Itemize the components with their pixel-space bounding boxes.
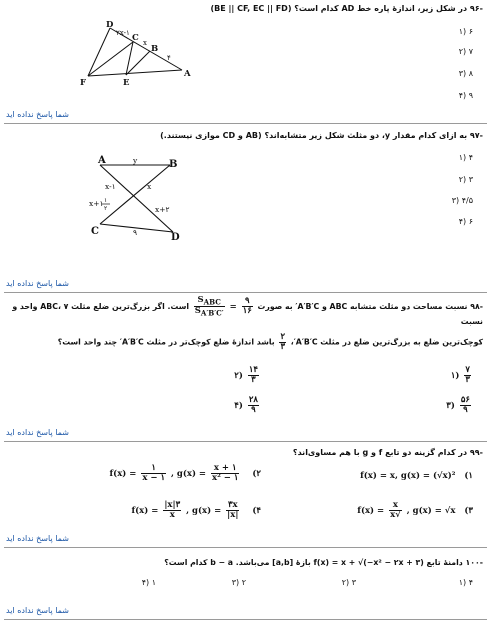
q98-text-2: است. اگر بزرگ‌ترین ضلع مثلث ABC، ۷ واحد و نسبت [12, 302, 483, 327]
q97-question [13, 131, 483, 140]
q99-option-2[interactable]: f(x) = $\frac{۱}{x - ۱}$ , g(x) = $\frac{x + ۱}{\text{x² − ۱}}$ (۲ [109, 463, 261, 483]
q96-option-3[interactable]: ۸ (۳ [458, 69, 473, 78]
q100-option-4[interactable]: ۱ (۴ [141, 578, 156, 587]
divider [4, 547, 487, 548]
q98-option-1[interactable]: $\frac{۷}{۳}$ (۱ [450, 365, 470, 385]
q98-text-1: نسبت مساحت دو مثلث متشابه ABC و A′B′C′ به صورت [257, 302, 468, 312]
q99-text: در کدام گزینه دو تابع f و g با هم مساوی‌اند؟ [292, 448, 468, 457]
q96-point-b: B [151, 44, 159, 54]
q100-status: شما پاسخ نداده اید [6, 606, 69, 615]
q97-condition: (AB و CD موازی نیستند.) [160, 131, 262, 140]
q97-seg-top: y [133, 156, 138, 165]
q100-option-2[interactable]: ۳ (۲ [341, 578, 356, 587]
q100-option-3[interactable]: ۲ (۳ [231, 578, 246, 587]
q97-option-4[interactable]: ۶ (۴ [458, 217, 473, 226]
q100-option-1[interactable]: ۴ (۱ [458, 578, 473, 587]
q96-question [13, 4, 483, 13]
q97-frac-n: ۱ [104, 197, 108, 204]
q98-number: -۹۸ [470, 302, 483, 312]
q98-option-3[interactable]: $\frac{۵۶}{۹}$ (۳ [446, 395, 470, 415]
q96-number: -۹۶ [469, 4, 483, 13]
q96-point-f: F [80, 78, 87, 88]
q96-point-d: D [106, 20, 114, 30]
divider [4, 292, 487, 293]
q100-number: -۱۰۰ [465, 558, 483, 567]
q97-seg-x1: x+۱ [89, 199, 104, 208]
q98-option-2[interactable]: $\frac{۱۴}{۳}$ (۲ [234, 365, 258, 385]
q97-option-3[interactable]: ۴/۵ (۳ [451, 196, 473, 205]
divider [4, 123, 487, 124]
q97-point-d: D [171, 232, 180, 242]
q96-option-4[interactable]: ۹ (۴ [458, 91, 473, 100]
q98-status: شما پاسخ نداده اید [6, 428, 69, 437]
divider [4, 619, 487, 620]
q97-point-a: A [98, 155, 106, 166]
q96-point-e: E [123, 78, 130, 88]
q97-point-c: C [91, 226, 99, 237]
q99-number: -۹۹ [469, 448, 483, 457]
q98-question-line1 [3, 296, 483, 326]
q97-seg-mid: x [147, 182, 152, 191]
q96-condition: (BE || CF, EC || FD) [210, 4, 292, 13]
q97-seg-right: x+۲ [155, 205, 170, 214]
q98-r2: $\frac{۲}{۳}$ [280, 332, 286, 352]
q97-figure [85, 152, 190, 242]
q96-point-c: C [132, 33, 139, 43]
q96-option-1[interactable]: ۶ (۱ [458, 27, 473, 36]
q98-question-line2 [13, 333, 483, 352]
q97-option-1[interactable]: ۴ (۱ [458, 153, 473, 162]
q97-seg-bottom: ۹ [133, 228, 138, 237]
q97-text: به ازای کدام مقدار y، دو مثلث شکل زیر متشابه‌اند؟ [264, 131, 468, 140]
q98-text-3: کوچک‌ترین ضلع به بزرگ‌ترین ضلع در مثلث A′B′C′، [290, 337, 483, 347]
q97-status: شما پاسخ نداده اید [6, 279, 69, 288]
q98-text-4: باشد اندازهٔ ضلع کوچک‌تر در مثلث A′B′C′ چند واحد است؟ [57, 337, 275, 347]
q96-option-2[interactable]: ۷ (۲ [458, 47, 473, 56]
q99-option-1[interactable]: f(x) = x, g(x) = (√x)² (۱ [360, 471, 473, 481]
q96-seg-dc: ۲x-۱ [116, 29, 130, 37]
q96-point-a: A [184, 69, 191, 79]
q96-figure [80, 18, 200, 88]
q98-ratio: $\frac{S_{ABC}}{S_{A'B'C'}}$ = $\frac{۹}{۱۶}$ [194, 295, 252, 318]
q100-text: دامنهٔ تابع f(x) = x + √(−x² − ۲x + ۳) بازهٔ [a,b] می‌باشد. b − a کدام است؟ [164, 558, 463, 567]
q97-point-b: B [169, 159, 178, 170]
q99-status: شما پاسخ نداده اید [6, 534, 69, 543]
q99-option-4[interactable]: f(x) = $\frac{۳|x|}{x}$ , g(x) = $\frac{۳x}{|x|}$ (۴ [131, 500, 261, 520]
q100-question [8, 558, 483, 567]
divider [4, 441, 487, 442]
q97-frac-d: ۲ [104, 205, 108, 212]
q96-text: در شکل زیر، اندازهٔ پاره خط AD کدام است؟ [294, 4, 468, 13]
q96-seg-cb: x [143, 39, 147, 47]
q97-seg-left: x-۱ [105, 182, 116, 191]
q99-option-3[interactable]: f(x) = $\frac{x}{√x}$ , g(x) = √x (۳ [357, 500, 473, 520]
q99-question [13, 448, 483, 457]
q96-status: شما پاسخ نداده اید [6, 110, 69, 119]
q98-option-4[interactable]: $\frac{۲۸}{۹}$ (۴ [234, 395, 258, 415]
q96-seg-ba: ۴ [167, 54, 171, 62]
q97-number: -۹۷ [469, 131, 483, 140]
q97-option-2[interactable]: ۳ (۲ [458, 175, 473, 184]
